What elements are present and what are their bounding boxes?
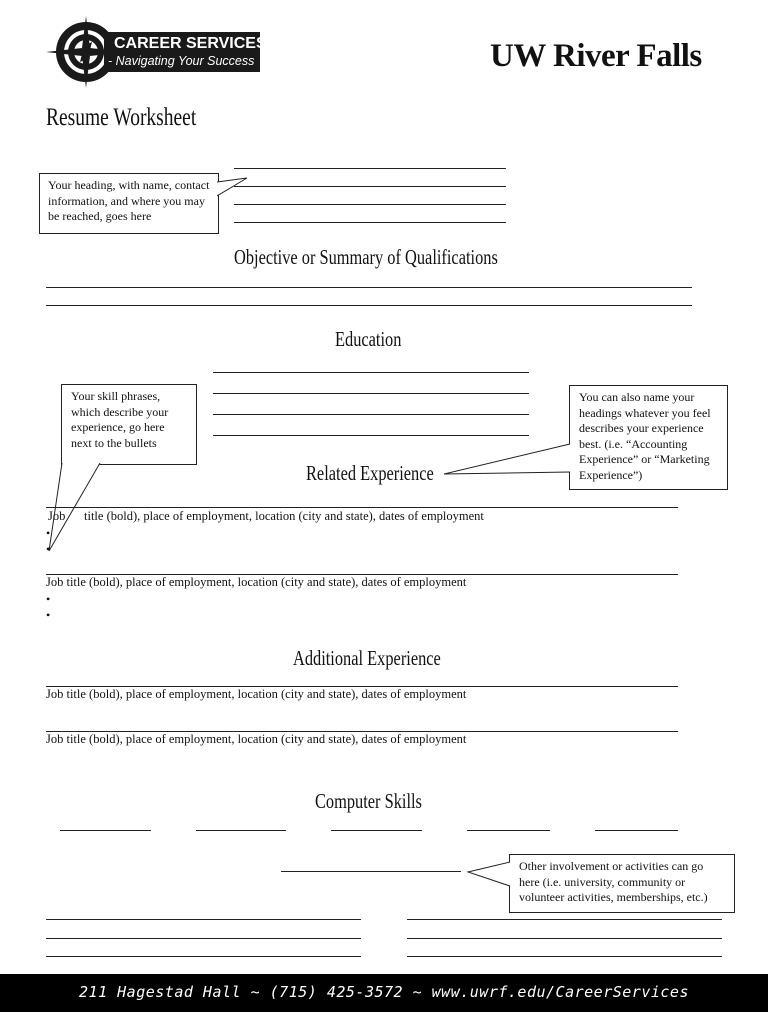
heading-line (234, 204, 506, 205)
job-description: title (bold), place of employment, location (city and state), dates of employment (84, 509, 484, 523)
other-line (46, 919, 361, 920)
heading-line (234, 168, 506, 169)
education-line (213, 372, 529, 373)
job-prefix: Job (48, 509, 66, 523)
job-description: Job title (bold), place of employment, location (city and state), dates of employment (46, 687, 467, 701)
other-line (407, 956, 722, 957)
bullet: • (46, 592, 51, 606)
objective-line (46, 287, 692, 288)
logo-title: CAREER SERVICES (114, 35, 267, 52)
skill-line (60, 830, 151, 831)
other-line (46, 956, 361, 957)
other-line (46, 938, 361, 939)
education-line (213, 393, 529, 394)
logo-subtitle: - Navigating Your Success (108, 54, 255, 68)
other-callout-pointer (466, 860, 512, 890)
heading-line (234, 222, 506, 223)
skill-line (467, 830, 550, 831)
headings-callout-pointer (444, 440, 572, 480)
objective-line (46, 305, 692, 306)
footer-contact: 211 Hagestad Hall ~ (715) 425-3572 ~ www.uwrf.edu/CareerServices (79, 983, 689, 1001)
other-callout-text: Other involvement or activities can go here (i.e. university, community or volunteer activities, memberships, etc.) (519, 859, 708, 904)
job-description: Job title (bold), place of employment, location (city and state), dates of employment (46, 575, 467, 589)
job-line (46, 507, 678, 508)
additional-experience-heading: Additional Experience (293, 646, 441, 670)
computer-skills-heading: Computer Skills (315, 789, 422, 813)
bullet: • (46, 526, 51, 540)
page-title: Resume Worksheet (46, 104, 197, 131)
other-callout (509, 854, 735, 913)
skills-callout (61, 384, 197, 465)
skills-callout-pointer (40, 463, 110, 553)
education-heading: Education (335, 327, 402, 351)
skill-line (196, 830, 286, 831)
bullet: • (46, 542, 51, 556)
footer (0, 974, 768, 1012)
skills-callout-text: Your skill phrases, which describe your experience, go here next to the bullets (71, 389, 169, 450)
other-line (407, 919, 722, 920)
headings-callout (569, 385, 728, 490)
other-line (407, 938, 722, 939)
job-description: Job title (bold), place of employment, location (city and state), dates of employment (46, 732, 467, 746)
related-experience-heading: Related Experience (306, 461, 434, 485)
heading-callout (39, 173, 219, 234)
other-heading-line (281, 871, 461, 872)
objective-heading: Objective or Summary of Qualifications (234, 245, 498, 269)
skill-line (331, 830, 422, 831)
headings-callout-text: You can also name your headings whatever you feel describes your experience best. (i.e. “Accounting Experience” or “Marketing Experience”) (579, 390, 711, 482)
education-line (213, 435, 529, 436)
heading-line (234, 186, 506, 187)
heading-callout-text: Your heading, with name, contact information, and where you may be reached, goes here (48, 178, 210, 223)
university-name: UW River Falls (490, 38, 702, 74)
heading-callout-pointer (217, 176, 249, 200)
bullet: • (46, 608, 51, 622)
skill-line (595, 830, 678, 831)
education-line (213, 414, 529, 415)
